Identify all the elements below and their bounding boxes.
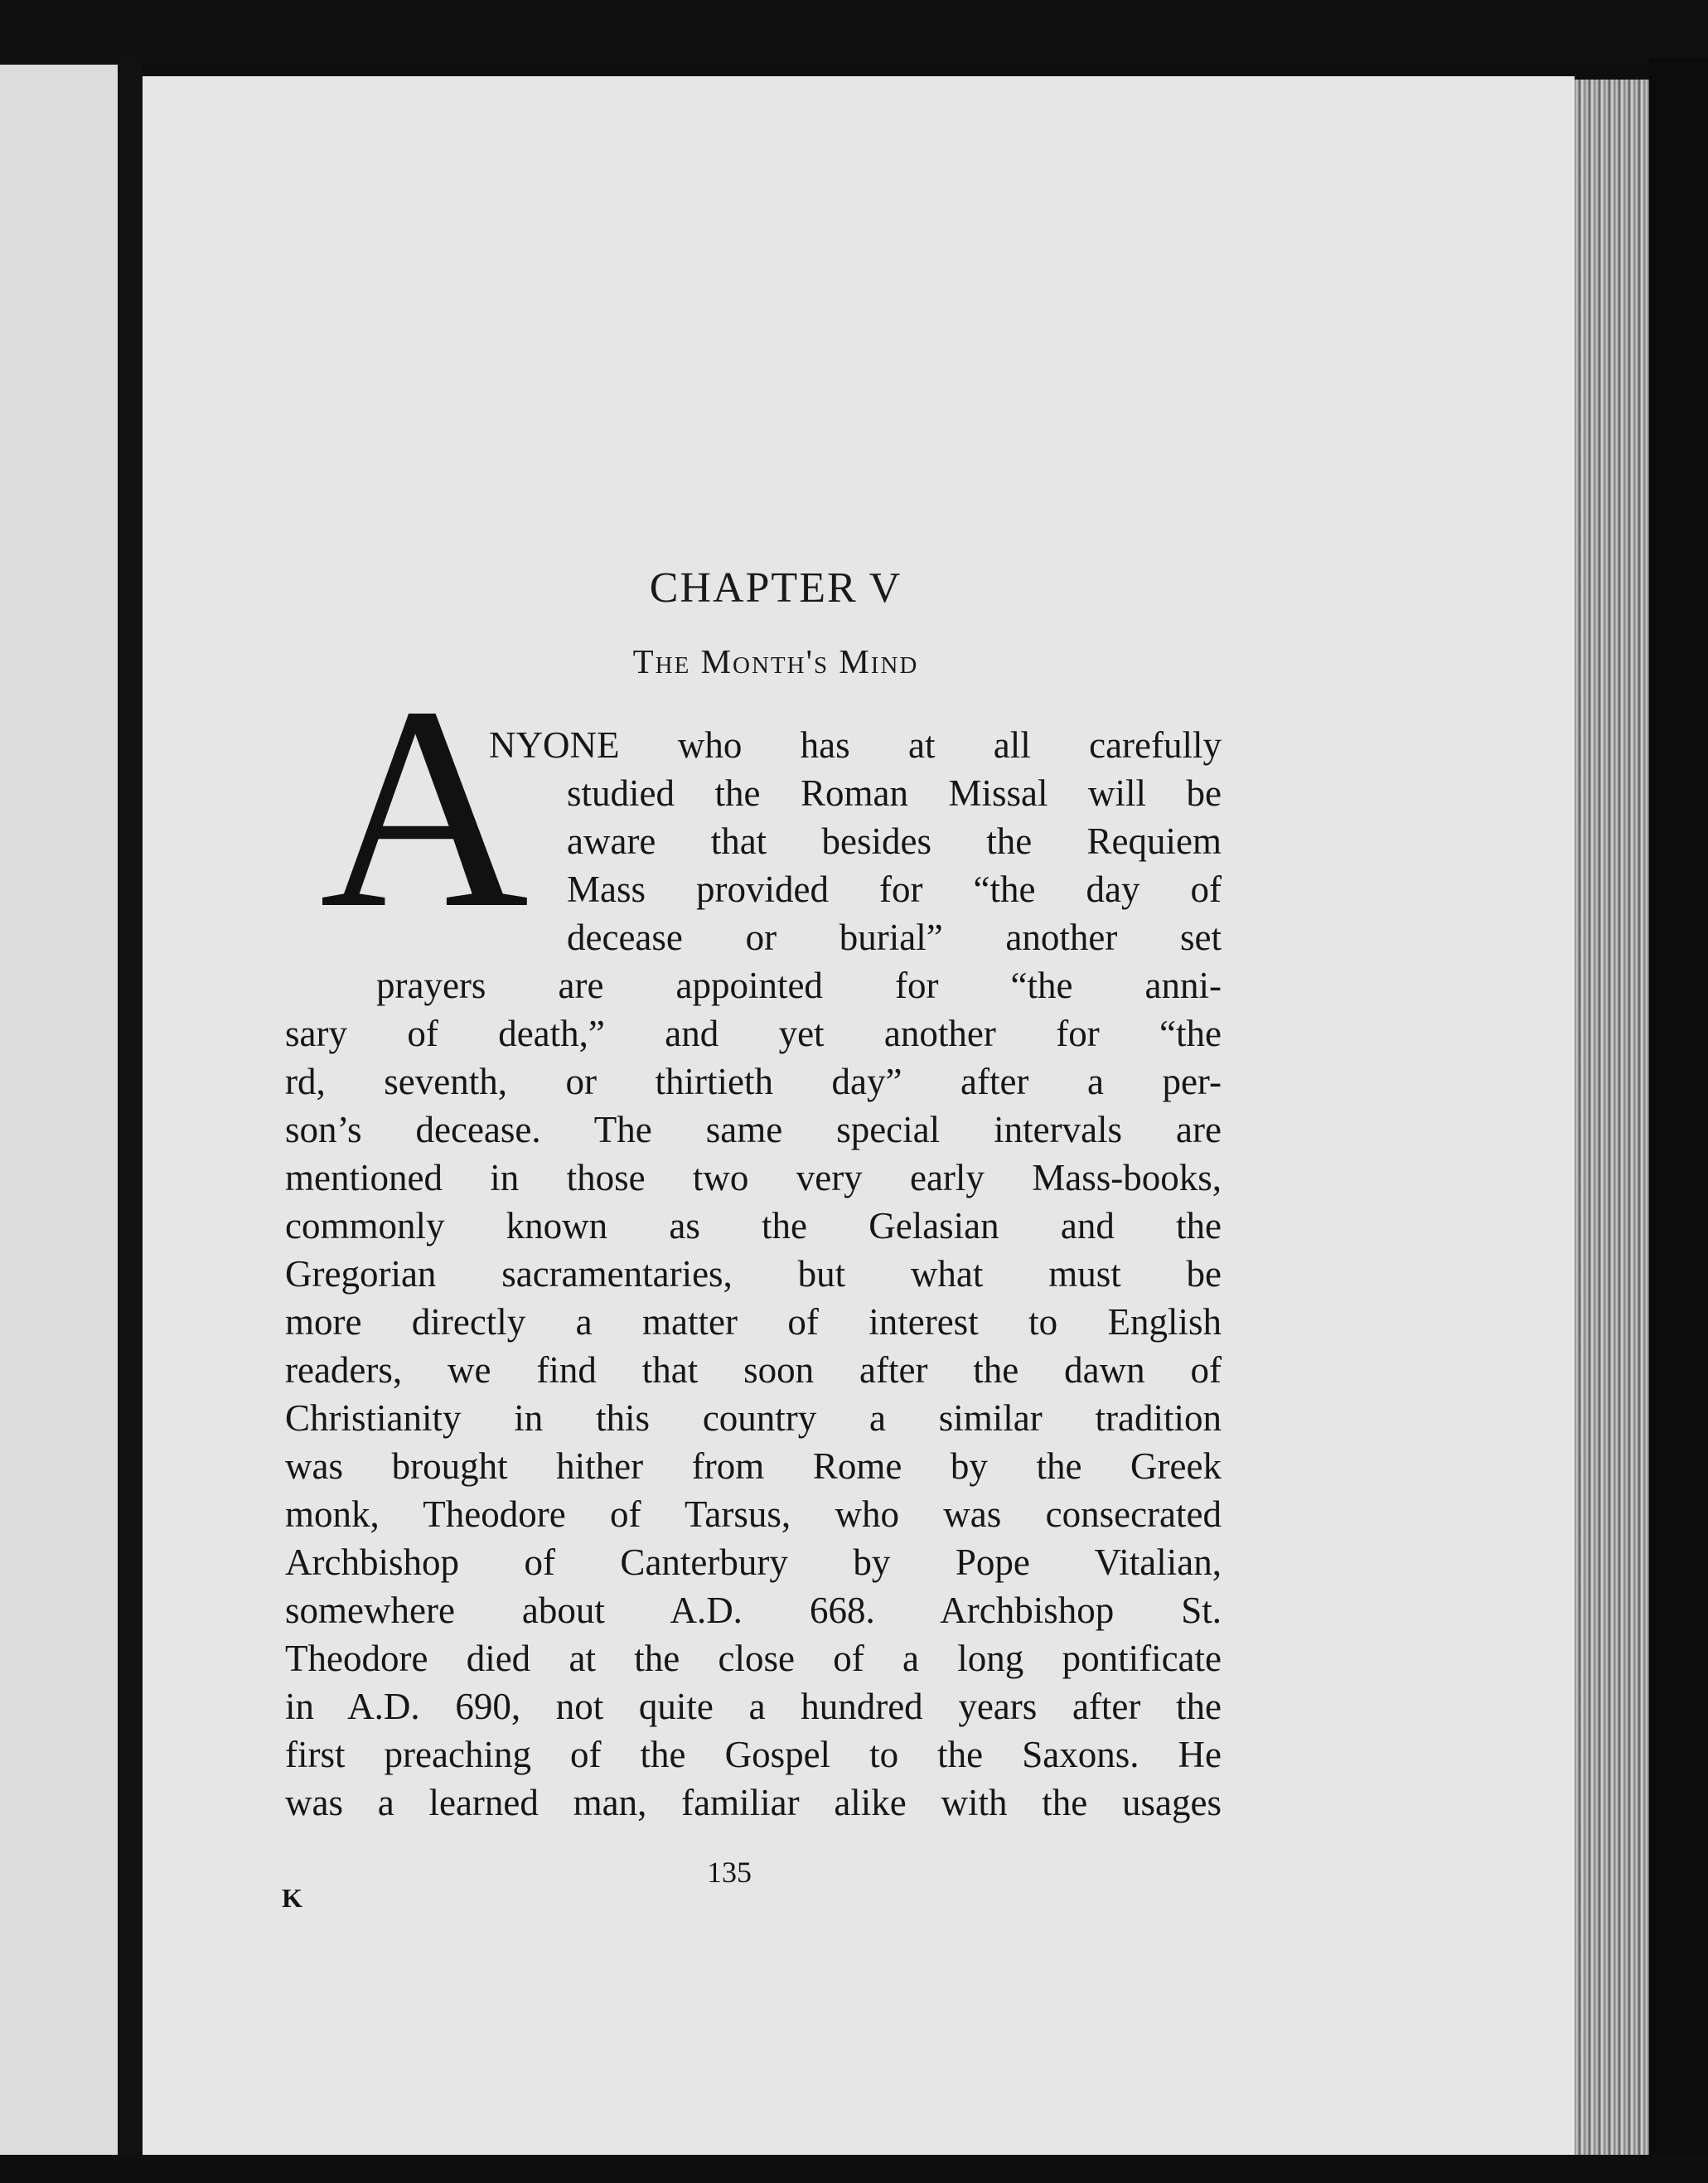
- scan-border-bottom: [0, 2155, 1708, 2183]
- text-line: prayers are appointed for “the anni-: [376, 965, 1222, 1006]
- text-line: monk, Theodore of Tarsus, who was consecrated: [285, 1493, 1222, 1535]
- book-gutter: [118, 58, 143, 2183]
- left-page-edge: [0, 65, 118, 2183]
- chapter-subtitle: The Month's Mind: [632, 642, 919, 680]
- text-line: somewhere about A.D. 668. Archbishop St.: [285, 1590, 1222, 1631]
- page-number: 135: [707, 1856, 752, 1889]
- scan-border-top: [0, 0, 1708, 65]
- text-line: mentioned in those two very early Mass-books,: [285, 1157, 1222, 1198]
- text-line: aware that besides the Requiem: [567, 820, 1222, 862]
- scan-border-right: [1649, 58, 1708, 2183]
- text-line: was brought hither from Rome by the Greek: [285, 1445, 1222, 1487]
- text-line: studied the Roman Missal will be: [567, 772, 1222, 814]
- text-line: son’s decease. The same special intervals are: [285, 1109, 1222, 1150]
- text-line: Theodore died at the close of a long pontificate: [285, 1638, 1222, 1679]
- text-line: Christianity in this country a similar tradition: [285, 1397, 1222, 1439]
- text-line: was a learned man, familiar alike with the usages: [285, 1782, 1222, 1823]
- text-line: more directly a matter of interest to English: [285, 1301, 1222, 1343]
- text-line: first preaching of the Gospel to the Saxons. He: [285, 1734, 1222, 1775]
- signature-mark: K: [282, 1883, 302, 1913]
- page-stack-edge: [1575, 80, 1649, 2183]
- text-line: sary of death,” and yet another for “the: [285, 1013, 1222, 1054]
- text-line: readers, we find that soon after the dawn of: [285, 1349, 1222, 1391]
- text-line: decease or burial” another set: [567, 917, 1222, 958]
- text-line: Gregorian sacramentaries, but what must be: [285, 1253, 1222, 1295]
- chapter-title: CHAPTER V: [649, 564, 902, 612]
- text-line: NYONE who has at all carefully: [489, 724, 1222, 766]
- text-line: commonly known as the Gelasian and the: [285, 1205, 1222, 1246]
- text-line: rd, seventh, or thirtieth day” after a per-: [285, 1061, 1222, 1102]
- body-text: [285, 721, 1222, 1827]
- drop-cap: A: [319, 646, 530, 968]
- text-line: in A.D. 690, not quite a hundred years after the: [285, 1686, 1222, 1727]
- text-line: Archbishop of Canterbury by Pope Vitalian,: [285, 1542, 1222, 1583]
- text-line: Mass provided for “the day of: [567, 869, 1222, 910]
